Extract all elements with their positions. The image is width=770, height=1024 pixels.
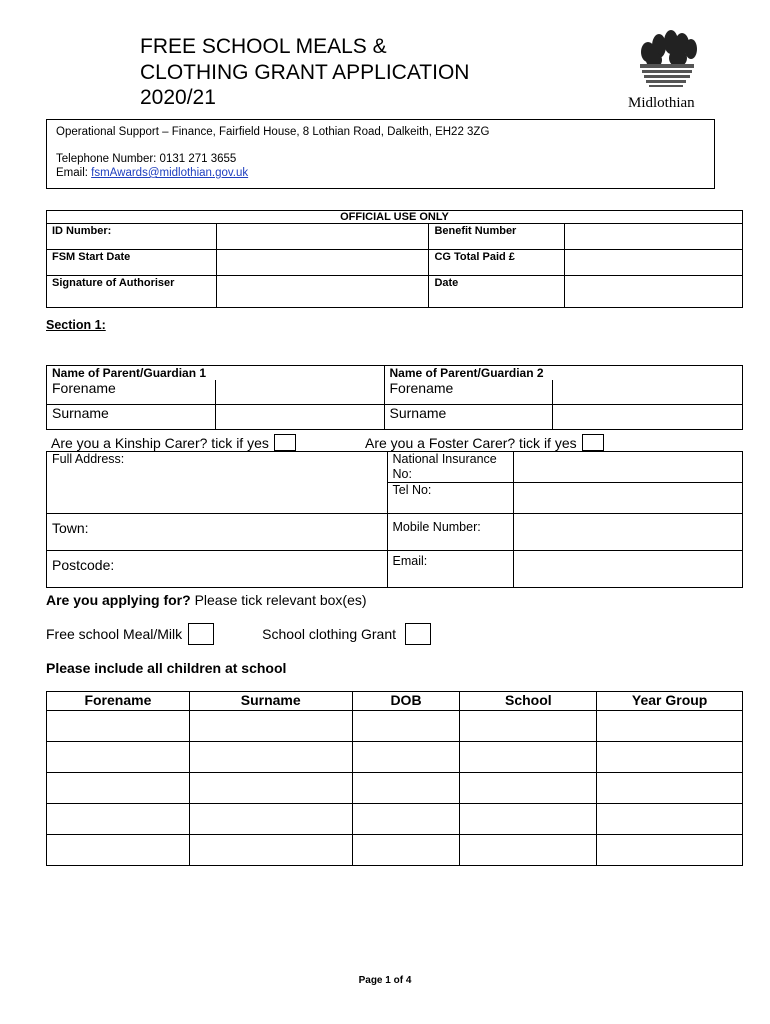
foster-carer-checkbox[interactable] bbox=[582, 434, 604, 451]
applying-question-rest: Please tick relevant box(es) bbox=[190, 592, 367, 608]
parent2-surname-field[interactable] bbox=[553, 405, 743, 430]
id-number-field[interactable] bbox=[216, 224, 429, 250]
child-year-group-cell[interactable] bbox=[597, 773, 743, 804]
parent2-forename-label: Forename bbox=[384, 380, 553, 405]
table-row bbox=[47, 711, 743, 742]
clothing-grant-label: School clothing Grant bbox=[262, 626, 397, 642]
children-table bbox=[46, 691, 743, 866]
mobile-number-field[interactable] bbox=[514, 514, 743, 551]
cg-total-paid-label: CG Total Paid £ bbox=[429, 250, 565, 276]
child-school-cell[interactable] bbox=[460, 773, 597, 804]
child-school-cell[interactable] bbox=[460, 804, 597, 835]
fsm-start-date-label: FSM Start Date bbox=[47, 250, 217, 276]
official-use-table bbox=[46, 210, 743, 308]
contact-info-box bbox=[46, 119, 715, 189]
column-header-year-group: Year Group bbox=[597, 692, 743, 711]
page-number: Page 1 of 4 bbox=[358, 975, 412, 986]
child-forename-cell[interactable] bbox=[47, 835, 190, 866]
table-row bbox=[47, 742, 743, 773]
child-school-cell[interactable] bbox=[460, 835, 597, 866]
full-address-label: Full Address: bbox=[47, 452, 388, 483]
child-dob-cell[interactable] bbox=[352, 773, 460, 804]
contact-email-label: Email: bbox=[56, 167, 92, 179]
child-forename-cell[interactable] bbox=[47, 742, 190, 773]
children-heading: Please include all children at school bbox=[46, 660, 287, 676]
date-field[interactable] bbox=[565, 276, 743, 308]
parent1-forename-field[interactable] bbox=[215, 380, 384, 405]
signature-field[interactable] bbox=[216, 276, 429, 308]
email-field[interactable] bbox=[514, 551, 743, 588]
column-header-school: School bbox=[460, 692, 597, 711]
contact-telephone: Telephone Number: 0131 271 3655 bbox=[56, 153, 237, 165]
parent1-surname-field[interactable] bbox=[215, 405, 384, 430]
parent1-heading: Name of Parent/Guardian 1 bbox=[47, 366, 385, 381]
kinship-carer-row bbox=[51, 434, 296, 451]
date-label: Date bbox=[429, 276, 565, 308]
child-surname-cell[interactable] bbox=[189, 742, 352, 773]
kinship-carer-checkbox[interactable] bbox=[274, 434, 296, 451]
official-use-title: OFFICIAL USE ONLY bbox=[47, 211, 743, 224]
national-insurance-field[interactable] bbox=[514, 452, 743, 483]
clothing-grant-checkbox[interactable] bbox=[405, 623, 431, 645]
child-surname-cell[interactable] bbox=[189, 835, 352, 866]
tel-no-field[interactable] bbox=[514, 483, 743, 514]
parent1-surname-label: Surname bbox=[47, 405, 216, 430]
child-dob-cell[interactable] bbox=[352, 835, 460, 866]
postcode-label: Postcode: bbox=[47, 551, 388, 588]
child-dob-cell[interactable] bbox=[352, 804, 460, 835]
child-surname-cell[interactable] bbox=[189, 804, 352, 835]
child-year-group-cell[interactable] bbox=[597, 742, 743, 773]
contact-email-line bbox=[56, 167, 248, 179]
benefit-number-field[interactable] bbox=[565, 224, 743, 250]
signature-label: Signature of Authoriser bbox=[47, 276, 217, 308]
child-year-group-cell[interactable] bbox=[597, 804, 743, 835]
full-address-field[interactable] bbox=[47, 483, 388, 514]
benefit-number-label: Benefit Number bbox=[429, 224, 565, 250]
email-label: Email: bbox=[387, 551, 514, 588]
child-surname-cell[interactable] bbox=[189, 773, 352, 804]
column-header-forename: Forename bbox=[47, 692, 190, 711]
page-title: FREE SCHOOL MEALS & CLOTHING GRANT APPLICATION 2020/21 bbox=[140, 35, 470, 109]
fsm-start-date-field[interactable] bbox=[216, 250, 429, 276]
foster-carer-row bbox=[365, 434, 604, 451]
tel-no-label: Tel No: bbox=[387, 483, 514, 514]
child-year-group-cell[interactable] bbox=[597, 711, 743, 742]
column-header-surname: Surname bbox=[189, 692, 352, 711]
foster-carer-label: Are you a Foster Carer? tick if yes bbox=[365, 434, 577, 451]
mobile-number-label: Mobile Number: bbox=[387, 514, 514, 551]
child-dob-cell[interactable] bbox=[352, 742, 460, 773]
table-row bbox=[47, 835, 743, 866]
section-heading: Section 1: bbox=[46, 318, 106, 332]
child-forename-cell[interactable] bbox=[47, 711, 190, 742]
parents-table bbox=[46, 365, 743, 430]
child-surname-cell[interactable] bbox=[189, 711, 352, 742]
child-year-group-cell[interactable] bbox=[597, 835, 743, 866]
table-row bbox=[47, 804, 743, 835]
child-dob-cell[interactable] bbox=[352, 711, 460, 742]
parent1-forename-label: Forename bbox=[47, 380, 216, 405]
column-header-dob: DOB bbox=[352, 692, 460, 711]
parent2-forename-field[interactable] bbox=[553, 380, 743, 405]
parent2-heading: Name of Parent/Guardian 2 bbox=[384, 366, 743, 381]
table-row bbox=[47, 773, 743, 804]
applying-options-row bbox=[46, 623, 431, 645]
parent2-surname-label: Surname bbox=[384, 405, 553, 430]
town-label: Town: bbox=[47, 514, 388, 551]
applying-question-bold: Are you applying for? bbox=[46, 592, 191, 608]
applying-question bbox=[46, 592, 367, 608]
free-meal-checkbox[interactable] bbox=[188, 623, 214, 645]
address-table bbox=[46, 451, 743, 588]
child-forename-cell[interactable] bbox=[47, 773, 190, 804]
free-meal-label: Free school Meal/Milk bbox=[46, 626, 183, 642]
child-school-cell[interactable] bbox=[460, 711, 597, 742]
logo-text: Midlothian bbox=[628, 95, 695, 111]
cg-total-paid-field[interactable] bbox=[565, 250, 743, 276]
child-school-cell[interactable] bbox=[460, 742, 597, 773]
child-forename-cell[interactable] bbox=[47, 804, 190, 835]
national-insurance-label: National Insurance No: bbox=[387, 452, 514, 483]
id-number-label: ID Number: bbox=[47, 224, 217, 250]
kinship-carer-label: Are you a Kinship Carer? tick if yes bbox=[51, 434, 269, 451]
contact-address: Operational Support – Finance, Fairfield House, 8 Lothian Road, Dalkeith, EH22 3ZG bbox=[56, 126, 490, 138]
contact-email-link[interactable]: fsmAwards@midlothian.gov.uk bbox=[91, 167, 249, 179]
children-table-body bbox=[47, 711, 743, 866]
